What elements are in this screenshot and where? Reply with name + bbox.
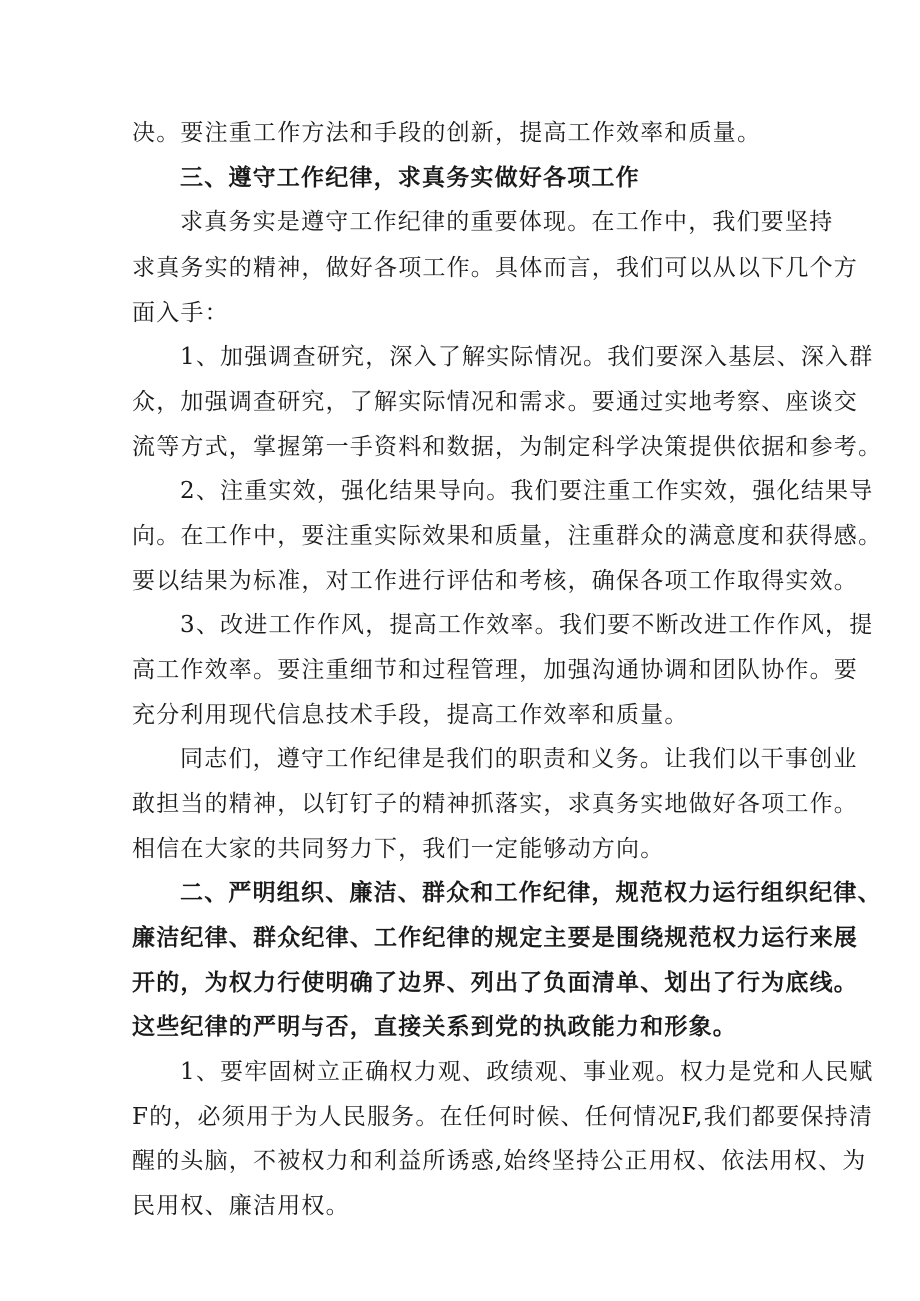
section-heading: 廉洁纪律、群众纪律、工作纪律的规定主要是围绕规范权力运行来展	[132, 925, 858, 951]
paragraph-line: 相信在大家的共同努力下，我们一定能够动方向。	[132, 836, 665, 862]
paragraph-line: 决。要注重工作方法和手段的创新，提高工作效率和质量。	[132, 120, 762, 146]
paragraph-line: 1、加强调查研究，深入了解实际情况。我们要深入基层、深入群	[180, 344, 874, 370]
paragraph-line: 2、注重实效，强化结果导向。我们要注重工作实效，强化结果导	[180, 478, 874, 504]
paragraph-line: 高工作效率。要注重细节和过程管理，加强沟通协调和团队协作。要	[132, 657, 858, 683]
paragraph-line: 3、改进工作作风，提高工作效率。我们要不断改进工作作风，提	[180, 612, 874, 638]
paragraph-line: 众，加强调查研究，了解实际情况和需求。要通过实地考察、座谈交	[132, 389, 858, 415]
paragraph-line: 求真务实是遵守工作纪律的重要体现。在工作中，我们要坚持	[180, 209, 834, 235]
section-heading: 二、严明组织、廉洁、群众和工作纪律，规范权力运行组织纪律、	[180, 880, 882, 906]
paragraph-line: 向。在工作中，要注重实际效果和质量，注重群众的满意度和获得感。	[132, 523, 883, 549]
section-heading: 三、遵守工作纪律，求真务实做好各项工作	[180, 165, 640, 191]
paragraph-line: 民用权、廉洁用权。	[132, 1193, 350, 1219]
paragraph-line: 1、要牢固树立正确权力观、政绩观、事业观。权力是党和人民赋	[180, 1059, 874, 1085]
paragraph-line: 求真务实的精神，做好各项工作。具体而言，我们可以从以下几个方	[132, 255, 858, 281]
paragraph-line: 面入手：	[132, 300, 229, 326]
paragraph-line: 流等方式，掌握第一手资料和数据，为制定科学决策提供依据和参考。	[132, 434, 883, 460]
paragraph-line: 敢担当的精神，以钉钉子的精神抓落实，求真务实地做好各项工作。	[132, 791, 858, 817]
paragraph-line: 醒的头脑，不被权力和利益所诱惑,始终坚持公正用权、依法用权、为	[132, 1148, 867, 1174]
paragraph-line: F的，必须用于为人民服务。在任何时候、任何情况F,我们都要保持清	[132, 1104, 874, 1130]
paragraph-line: 充分利用现代信息技术手段，提高工作效率和质量。	[132, 702, 689, 728]
section-heading: 开的，为权力行使明确了边界、列出了负面清单、划出了行为底线。	[132, 970, 858, 996]
paragraph-line: 同志们，遵守工作纪律是我们的职责和义务。让我们以干事创业	[180, 746, 858, 772]
paragraph-line: 要以结果为标准，对工作进行评估和考核，确保各项工作取得实效。	[132, 568, 858, 594]
section-heading: 这些纪律的严明与否，直接关系到党的执政能力和形象。	[132, 1014, 737, 1040]
